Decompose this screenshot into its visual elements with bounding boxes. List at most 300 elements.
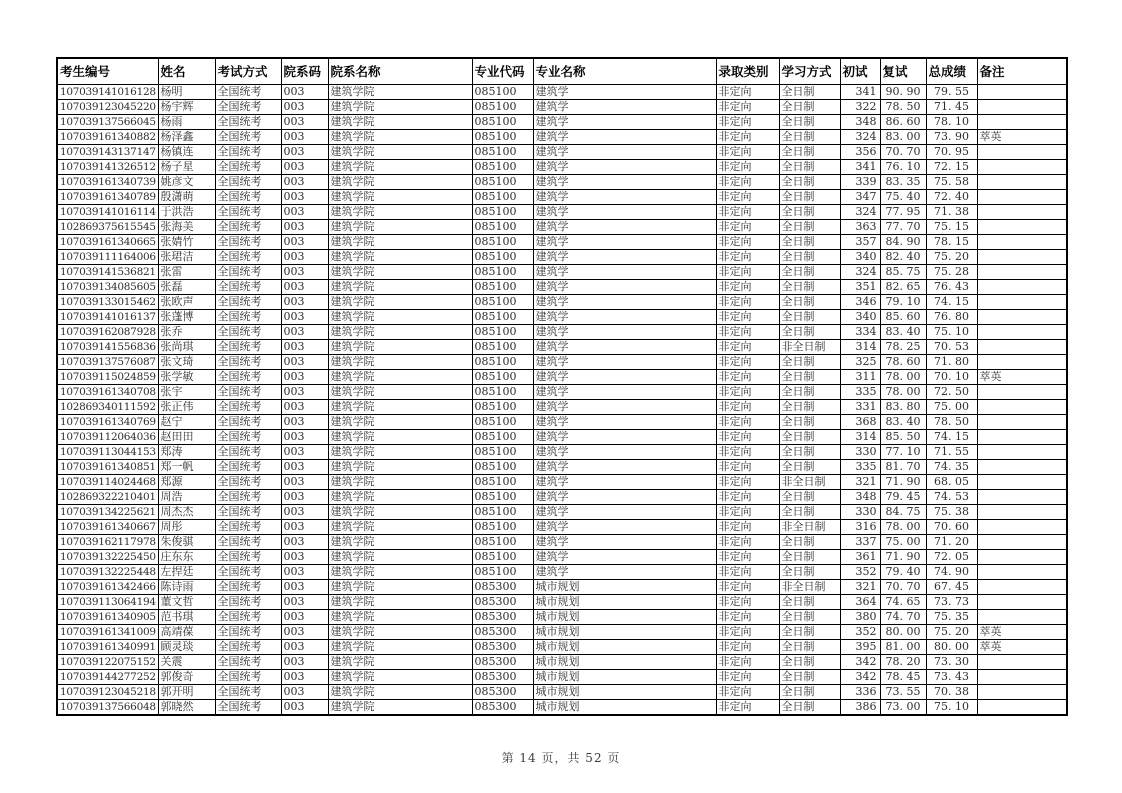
cell-initial_score: 342 — [840, 669, 880, 684]
cell-retest_score: 90. 90 — [880, 84, 926, 99]
cell-remarks — [977, 594, 1067, 609]
cell-study_mode: 全日制 — [779, 459, 840, 474]
cell-major_code: 085100 — [472, 204, 533, 219]
cell-admission_category: 非定向 — [716, 159, 779, 174]
cell-admission_category: 非定向 — [716, 339, 779, 354]
table-row — [57, 579, 1067, 594]
cell-dept_code: 003 — [281, 219, 328, 234]
cell-dept_name: 建筑学院 — [328, 234, 472, 249]
cell-initial_score: 341 — [840, 159, 880, 174]
cell-exam_type: 全国统考 — [215, 249, 281, 264]
cell-admission_category: 非定向 — [716, 219, 779, 234]
cell-name: 于洪浩 — [158, 204, 215, 219]
cell-dept_code: 003 — [281, 519, 328, 534]
cell-major_name: 建筑学 — [533, 84, 716, 99]
cell-initial_score: 321 — [840, 579, 880, 594]
cell-dept_name: 建筑学院 — [328, 474, 472, 489]
cell-initial_score: 330 — [840, 504, 880, 519]
cell-admission_category: 非定向 — [716, 699, 779, 715]
cell-retest_score: 82. 65 — [880, 279, 926, 294]
cell-candidate_id: 107039162117978 — [57, 534, 158, 549]
cell-major_name: 建筑学 — [533, 369, 716, 384]
cell-name: 郭晓然 — [158, 699, 215, 715]
cell-admission_category: 非定向 — [716, 174, 779, 189]
cell-dept_code: 003 — [281, 699, 328, 715]
cell-remarks — [977, 429, 1067, 444]
cell-name: 周浩 — [158, 489, 215, 504]
cell-remarks — [977, 384, 1067, 399]
column-header-total_score: 总成绩 — [926, 58, 977, 84]
cell-study_mode: 全日制 — [779, 534, 840, 549]
cell-remarks: 萃英 — [977, 369, 1067, 384]
cell-admission_category: 非定向 — [716, 294, 779, 309]
cell-admission_category: 非定向 — [716, 534, 779, 549]
cell-study_mode: 全日制 — [779, 669, 840, 684]
cell-remarks — [977, 474, 1067, 489]
cell-dept_code: 003 — [281, 564, 328, 579]
cell-major_name: 建筑学 — [533, 129, 716, 144]
cell-initial_score: 322 — [840, 99, 880, 114]
cell-exam_type: 全国统考 — [215, 129, 281, 144]
cell-study_mode: 全日制 — [779, 114, 840, 129]
cell-total_score: 67. 45 — [926, 579, 977, 594]
cell-admission_category: 非定向 — [716, 309, 779, 324]
cell-remarks — [977, 264, 1067, 279]
cell-total_score: 70. 38 — [926, 684, 977, 699]
cell-initial_score: 348 — [840, 489, 880, 504]
cell-dept_name: 建筑学院 — [328, 519, 472, 534]
cell-major_name: 建筑学 — [533, 474, 716, 489]
cell-study_mode: 全日制 — [779, 549, 840, 564]
cell-dept_name: 建筑学院 — [328, 429, 472, 444]
cell-total_score: 75. 38 — [926, 504, 977, 519]
cell-retest_score: 77. 10 — [880, 444, 926, 459]
cell-major_name: 建筑学 — [533, 354, 716, 369]
cell-study_mode: 全日制 — [779, 654, 840, 669]
cell-study_mode: 全日制 — [779, 84, 840, 99]
cell-major_name: 建筑学 — [533, 204, 716, 219]
cell-retest_score: 79. 10 — [880, 294, 926, 309]
cell-dept_name: 建筑学院 — [328, 564, 472, 579]
cell-dept_code: 003 — [281, 414, 328, 429]
cell-dept_code: 003 — [281, 339, 328, 354]
cell-candidate_id: 107039112064036 — [57, 429, 158, 444]
cell-retest_score: 85. 60 — [880, 309, 926, 324]
cell-dept_name: 建筑学院 — [328, 609, 472, 624]
cell-admission_category: 非定向 — [716, 144, 779, 159]
cell-dept_code: 003 — [281, 429, 328, 444]
cell-initial_score: 346 — [840, 294, 880, 309]
cell-name: 周杰杰 — [158, 504, 215, 519]
cell-dept_code: 003 — [281, 324, 328, 339]
cell-major_name: 建筑学 — [533, 264, 716, 279]
cell-candidate_id: 107039123045218 — [57, 684, 158, 699]
cell-study_mode: 全日制 — [779, 264, 840, 279]
cell-remarks — [977, 294, 1067, 309]
cell-major_name: 建筑学 — [533, 444, 716, 459]
cell-retest_score: 85. 50 — [880, 429, 926, 444]
cell-study_mode: 全日制 — [779, 609, 840, 624]
cell-candidate_id: 102869375615545 — [57, 219, 158, 234]
cell-study_mode: 全日制 — [779, 354, 840, 369]
cell-dept_name: 建筑学院 — [328, 99, 472, 114]
cell-admission_category: 非定向 — [716, 519, 779, 534]
cell-major_code: 085300 — [472, 579, 533, 594]
cell-major_name: 城市规划 — [533, 654, 716, 669]
cell-retest_score: 81. 70 — [880, 459, 926, 474]
cell-total_score: 75. 15 — [926, 219, 977, 234]
cell-study_mode: 全日制 — [779, 174, 840, 189]
table-row — [57, 354, 1067, 369]
cell-admission_category: 非定向 — [716, 429, 779, 444]
cell-major_code: 085100 — [472, 489, 533, 504]
cell-candidate_id: 107039161340708 — [57, 384, 158, 399]
cell-major_code: 085100 — [472, 324, 533, 339]
table-row — [57, 189, 1067, 204]
cell-admission_category: 非定向 — [716, 669, 779, 684]
cell-major_code: 085100 — [472, 444, 533, 459]
cell-dept_name: 建筑学院 — [328, 339, 472, 354]
cell-dept_name: 建筑学院 — [328, 384, 472, 399]
column-header-retest_score: 复试 — [880, 58, 926, 84]
cell-major_code: 085100 — [472, 129, 533, 144]
cell-candidate_id: 107039161340739 — [57, 174, 158, 189]
cell-initial_score: 331 — [840, 399, 880, 414]
cell-major_code: 085300 — [472, 624, 533, 639]
cell-retest_score: 83. 00 — [880, 129, 926, 144]
cell-name: 张学敏 — [158, 369, 215, 384]
cell-dept_code: 003 — [281, 654, 328, 669]
cell-initial_score: 330 — [840, 444, 880, 459]
cell-retest_score: 86. 60 — [880, 114, 926, 129]
table-row — [57, 399, 1067, 414]
cell-dept_code: 003 — [281, 684, 328, 699]
cell-dept_code: 003 — [281, 624, 328, 639]
cell-dept_name: 建筑学院 — [328, 624, 472, 639]
cell-name: 张海美 — [158, 219, 215, 234]
cell-retest_score: 74. 65 — [880, 594, 926, 609]
cell-total_score: 71. 38 — [926, 204, 977, 219]
cell-retest_score: 78. 45 — [880, 669, 926, 684]
cell-initial_score: 386 — [840, 699, 880, 715]
cell-study_mode: 全日制 — [779, 369, 840, 384]
cell-major_code: 085100 — [472, 339, 533, 354]
cell-total_score: 75. 20 — [926, 249, 977, 264]
cell-exam_type: 全国统考 — [215, 654, 281, 669]
cell-total_score: 78. 10 — [926, 114, 977, 129]
cell-remarks — [977, 324, 1067, 339]
cell-candidate_id: 107039143137147 — [57, 144, 158, 159]
cell-major_code: 085100 — [472, 519, 533, 534]
cell-exam_type: 全国统考 — [215, 489, 281, 504]
cell-major_code: 085100 — [472, 459, 533, 474]
cell-major_name: 建筑学 — [533, 384, 716, 399]
cell-major_code: 085300 — [472, 699, 533, 715]
cell-initial_score: 364 — [840, 594, 880, 609]
cell-dept_name: 建筑学院 — [328, 444, 472, 459]
cell-dept_name: 建筑学院 — [328, 219, 472, 234]
cell-admission_category: 非定向 — [716, 354, 779, 369]
cell-retest_score: 78. 20 — [880, 654, 926, 669]
cell-major_code: 085100 — [472, 354, 533, 369]
table-row — [57, 84, 1067, 99]
cell-study_mode: 全日制 — [779, 99, 840, 114]
cell-dept_code: 003 — [281, 609, 328, 624]
cell-name: 张磊 — [158, 279, 215, 294]
cell-major_name: 建筑学 — [533, 114, 716, 129]
cell-remarks — [977, 519, 1067, 534]
cell-dept_code: 003 — [281, 669, 328, 684]
cell-study_mode: 全日制 — [779, 159, 840, 174]
cell-name: 郑涛 — [158, 444, 215, 459]
table-row — [57, 309, 1067, 324]
cell-exam_type: 全国统考 — [215, 564, 281, 579]
cell-remarks — [977, 204, 1067, 219]
column-header-candidate_id: 考生编号 — [57, 58, 158, 84]
cell-total_score: 72. 50 — [926, 384, 977, 399]
cell-dept_code: 003 — [281, 174, 328, 189]
cell-dept_code: 003 — [281, 354, 328, 369]
cell-name: 张婧竹 — [158, 234, 215, 249]
cell-name: 杨宇辉 — [158, 99, 215, 114]
cell-initial_score: 351 — [840, 279, 880, 294]
cell-exam_type: 全国统考 — [215, 204, 281, 219]
cell-major_code: 085100 — [472, 294, 533, 309]
cell-retest_score: 82. 40 — [880, 249, 926, 264]
cell-remarks — [977, 504, 1067, 519]
cell-total_score: 78. 50 — [926, 414, 977, 429]
cell-name: 董文哲 — [158, 594, 215, 609]
cell-remarks — [977, 684, 1067, 699]
cell-major_name: 建筑学 — [533, 549, 716, 564]
cell-admission_category: 非定向 — [716, 624, 779, 639]
cell-study_mode: 全日制 — [779, 144, 840, 159]
cell-major_code: 085100 — [472, 429, 533, 444]
cell-total_score: 71. 55 — [926, 444, 977, 459]
cell-dept_name: 建筑学院 — [328, 549, 472, 564]
cell-total_score: 74. 15 — [926, 429, 977, 444]
cell-study_mode: 全日制 — [779, 384, 840, 399]
cell-candidate_id: 107039161340991 — [57, 639, 158, 654]
cell-retest_score: 80. 00 — [880, 624, 926, 639]
cell-retest_score: 83. 80 — [880, 399, 926, 414]
cell-exam_type: 全国统考 — [215, 609, 281, 624]
cell-remarks — [977, 444, 1067, 459]
cell-dept_name: 建筑学院 — [328, 534, 472, 549]
table-row — [57, 324, 1067, 339]
cell-study_mode: 全日制 — [779, 234, 840, 249]
cell-dept_name: 建筑学院 — [328, 159, 472, 174]
cell-total_score: 74. 35 — [926, 459, 977, 474]
cell-initial_score: 356 — [840, 144, 880, 159]
cell-major_name: 建筑学 — [533, 429, 716, 444]
cell-major_name: 城市规划 — [533, 579, 716, 594]
cell-initial_score: 334 — [840, 324, 880, 339]
cell-admission_category: 非定向 — [716, 414, 779, 429]
cell-dept_name: 建筑学院 — [328, 249, 472, 264]
cell-exam_type: 全国统考 — [215, 459, 281, 474]
cell-retest_score: 83. 40 — [880, 324, 926, 339]
cell-major_name: 建筑学 — [533, 189, 716, 204]
cell-study_mode: 全日制 — [779, 699, 840, 715]
cell-total_score: 71. 80 — [926, 354, 977, 369]
cell-major_name: 建筑学 — [533, 294, 716, 309]
table-row — [57, 444, 1067, 459]
cell-dept_name: 建筑学院 — [328, 129, 472, 144]
cell-initial_score: 324 — [840, 264, 880, 279]
cell-major_name: 建筑学 — [533, 249, 716, 264]
column-header-initial_score: 初试 — [840, 58, 880, 84]
cell-exam_type: 全国统考 — [215, 264, 281, 279]
cell-major_code: 085100 — [472, 234, 533, 249]
cell-dept_code: 003 — [281, 99, 328, 114]
cell-total_score: 75. 10 — [926, 324, 977, 339]
table-row — [57, 249, 1067, 264]
cell-dept_code: 003 — [281, 189, 328, 204]
cell-initial_score: 336 — [840, 684, 880, 699]
cell-admission_category: 非定向 — [716, 504, 779, 519]
cell-initial_score: 363 — [840, 219, 880, 234]
table-row — [57, 654, 1067, 669]
cell-candidate_id: 107039161340882 — [57, 129, 158, 144]
cell-admission_category: 非定向 — [716, 684, 779, 699]
table-row — [57, 414, 1067, 429]
cell-name: 郭开明 — [158, 684, 215, 699]
cell-name: 郑源 — [158, 474, 215, 489]
cell-retest_score: 77. 70 — [880, 219, 926, 234]
cell-initial_score: 335 — [840, 384, 880, 399]
cell-dept_code: 003 — [281, 639, 328, 654]
cell-major_name: 建筑学 — [533, 399, 716, 414]
cell-dept_name: 建筑学院 — [328, 354, 472, 369]
cell-dept_name: 建筑学院 — [328, 399, 472, 414]
cell-name: 赵宁 — [158, 414, 215, 429]
table-body — [57, 84, 1067, 715]
cell-candidate_id: 107039161340667 — [57, 519, 158, 534]
cell-retest_score: 81. 00 — [880, 639, 926, 654]
cell-name: 张宇 — [158, 384, 215, 399]
cell-major_name: 建筑学 — [533, 234, 716, 249]
cell-major_code: 085100 — [472, 114, 533, 129]
cell-exam_type: 全国统考 — [215, 624, 281, 639]
cell-remarks — [977, 219, 1067, 234]
cell-initial_score: 324 — [840, 204, 880, 219]
cell-name: 郭俊奇 — [158, 669, 215, 684]
cell-candidate_id: 107039123045220 — [57, 99, 158, 114]
cell-exam_type: 全国统考 — [215, 279, 281, 294]
table-row — [57, 699, 1067, 715]
cell-dept_code: 003 — [281, 279, 328, 294]
cell-remarks — [977, 279, 1067, 294]
cell-exam_type: 全国统考 — [215, 429, 281, 444]
cell-dept_code: 003 — [281, 84, 328, 99]
cell-total_score: 73. 43 — [926, 669, 977, 684]
table-row — [57, 129, 1067, 144]
cell-major_code: 085100 — [472, 249, 533, 264]
cell-retest_score: 79. 40 — [880, 564, 926, 579]
table-row — [57, 549, 1067, 564]
cell-major_code: 085100 — [472, 279, 533, 294]
cell-admission_category: 非定向 — [716, 459, 779, 474]
table-row — [57, 489, 1067, 504]
table-row — [57, 339, 1067, 354]
cell-candidate_id: 107039137566048 — [57, 699, 158, 715]
cell-name: 杨泽鑫 — [158, 129, 215, 144]
cell-admission_category: 非定向 — [716, 564, 779, 579]
cell-retest_score: 73. 00 — [880, 699, 926, 715]
cell-dept_name: 建筑学院 — [328, 264, 472, 279]
cell-admission_category: 非定向 — [716, 129, 779, 144]
cell-initial_score: 341 — [840, 84, 880, 99]
cell-exam_type: 全国统考 — [215, 579, 281, 594]
cell-retest_score: 78. 50 — [880, 99, 926, 114]
cell-exam_type: 全国统考 — [215, 354, 281, 369]
table-row — [57, 474, 1067, 489]
cell-major_name: 城市规划 — [533, 699, 716, 715]
cell-dept_name: 建筑学院 — [328, 654, 472, 669]
cell-major_name: 建筑学 — [533, 339, 716, 354]
cell-remarks — [977, 339, 1067, 354]
cell-dept_name: 建筑学院 — [328, 279, 472, 294]
cell-dept_code: 003 — [281, 294, 328, 309]
cell-dept_code: 003 — [281, 369, 328, 384]
cell-initial_score: 342 — [840, 654, 880, 669]
table-row — [57, 429, 1067, 444]
cell-exam_type: 全国统考 — [215, 594, 281, 609]
cell-dept_code: 003 — [281, 159, 328, 174]
cell-major_code: 085100 — [472, 189, 533, 204]
cell-dept_name: 建筑学院 — [328, 309, 472, 324]
cell-admission_category: 非定向 — [716, 399, 779, 414]
cell-major_code: 085100 — [472, 219, 533, 234]
cell-candidate_id: 107039134225621 — [57, 504, 158, 519]
cell-dept_name: 建筑学院 — [328, 504, 472, 519]
cell-dept_code: 003 — [281, 549, 328, 564]
cell-candidate_id: 107039134085605 — [57, 279, 158, 294]
cell-total_score: 72. 15 — [926, 159, 977, 174]
cell-exam_type: 全国统考 — [215, 294, 281, 309]
cell-study_mode: 全日制 — [779, 324, 840, 339]
page-number-text: 第 14 页，共 52 页 — [501, 751, 621, 765]
cell-major_name: 建筑学 — [533, 414, 716, 429]
admission-results-table — [56, 57, 1068, 716]
cell-retest_score: 79. 45 — [880, 489, 926, 504]
cell-dept_name: 建筑学院 — [328, 684, 472, 699]
cell-total_score: 74. 15 — [926, 294, 977, 309]
cell-admission_category: 非定向 — [716, 264, 779, 279]
cell-remarks — [977, 174, 1067, 189]
column-header-dept_code: 院系码 — [281, 58, 328, 84]
cell-major_name: 城市规划 — [533, 684, 716, 699]
cell-exam_type: 全国统考 — [215, 699, 281, 715]
cell-name: 陈诗雨 — [158, 579, 215, 594]
cell-total_score: 78. 15 — [926, 234, 977, 249]
cell-initial_score: 395 — [840, 639, 880, 654]
table-row — [57, 99, 1067, 114]
cell-name: 顾灵琰 — [158, 639, 215, 654]
cell-dept_name: 建筑学院 — [328, 84, 472, 99]
table-row — [57, 369, 1067, 384]
cell-total_score: 75. 20 — [926, 624, 977, 639]
cell-retest_score: 78. 60 — [880, 354, 926, 369]
cell-remarks — [977, 309, 1067, 324]
column-header-name: 姓名 — [158, 58, 215, 84]
cell-admission_category: 非定向 — [716, 594, 779, 609]
cell-major_code: 085300 — [472, 594, 533, 609]
cell-study_mode: 全日制 — [779, 204, 840, 219]
cell-major_name: 城市规划 — [533, 639, 716, 654]
cell-candidate_id: 107039137566045 — [57, 114, 158, 129]
